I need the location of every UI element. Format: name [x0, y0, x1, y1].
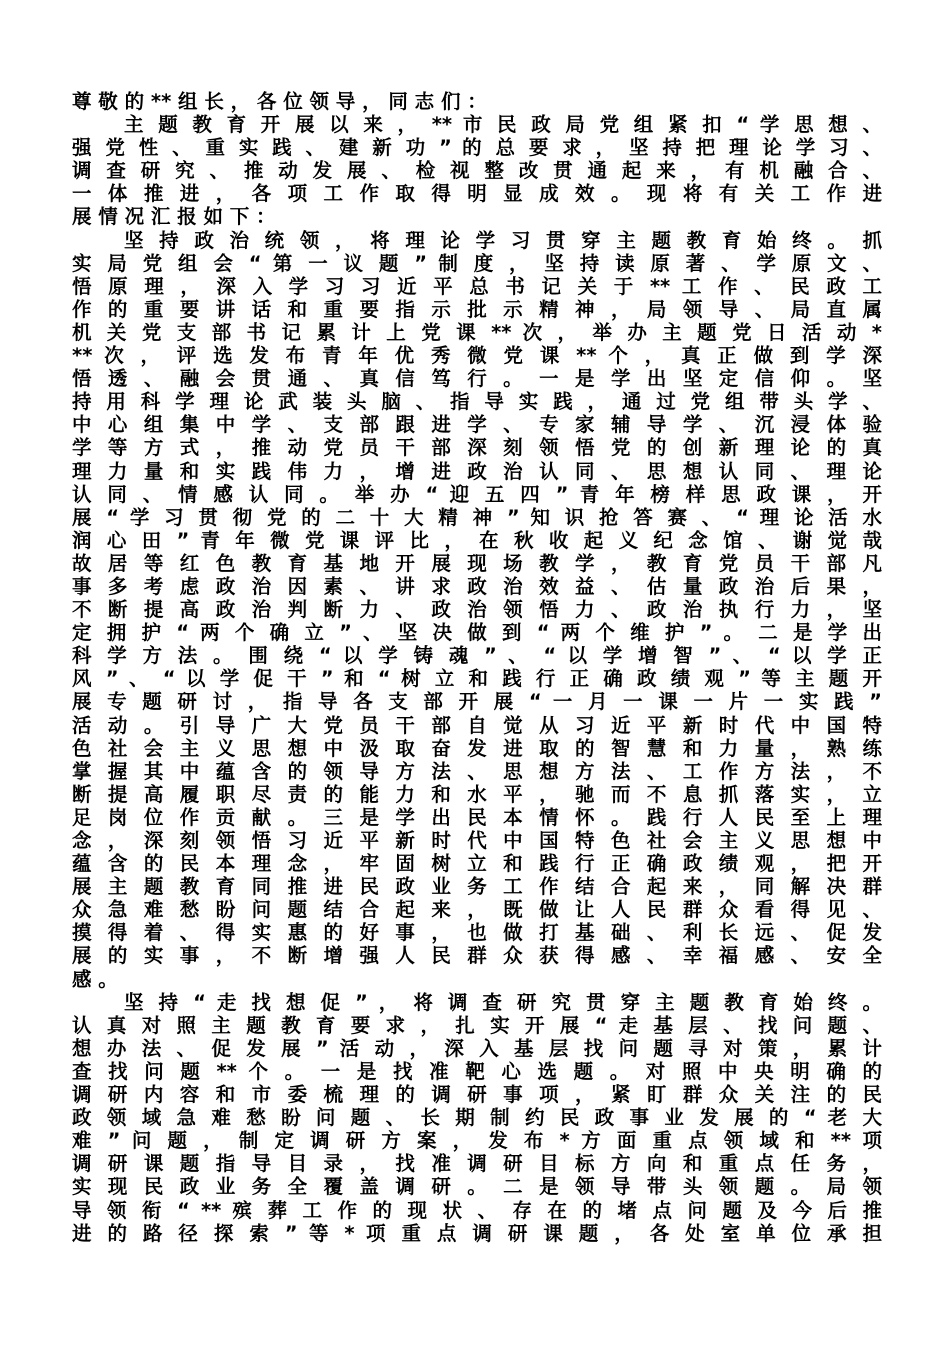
text-line: 强 党 性 、 重 实 践 、 建 新 功 ” 的 总 要 求 ， 坚 持 把 理 论 学 习 、 [72, 136, 882, 160]
text-line: 足 岗 位 作 贡 献 。 三 是 学 出 民 本 情 怀 。 践 行 人 民 至 上 理 [72, 805, 882, 829]
text-line: 尊 敬 的 ** 组 长 ， 各 位 领 导 ， 同 志 们 ： [72, 90, 487, 113]
text-line: 摸 得 着 、 得 实 惠 的 好 事 ， 也 做 打 基 础 、 利 长 远 、 促 发 [72, 921, 882, 945]
text-line: 众 急 难 愁 盼 问 题 结 合 起 来 ， 既 做 让 人 民 群 众 看 得 见 、 [72, 898, 882, 922]
text-line: 事 多 考 虑 政 治 因 素 、 讲 求 政 治 效 益 、 估 量 政 治 后 果 ， [72, 574, 882, 598]
text-line: 故 居 等 红 色 教 育 基 地 开 展 现 场 教 学 ， 教 育 党 员 干 部 凡 [72, 551, 882, 575]
text-line: 主 题 教 育 开 展 以 来 ， ** 市 民 政 局 党 组 紧 扣 “ 学 思 想 、 [124, 113, 882, 137]
text-line: 念 ， 深 刻 领 悟 习 近 平 新 时 代 中 国 特 色 社 会 主 义 思 想 中 [72, 829, 882, 852]
text-line: 色 社 会 主 义 思 想 中 汲 取 奋 发 进 取 的 智 慧 和 力 量 ， 熟 练 [72, 736, 882, 760]
text-line: 政 领 域 急 难 愁 盼 问 题 、 长 期 制 约 民 政 事 业 发 展 的 “ 老 大 [72, 1106, 882, 1130]
text-line: 难 ” 问 题 ， 制 定 调 研 方 案 ， 发 布 * 方 面 重 点 领 域 和 ** 项 [72, 1129, 882, 1153]
text-line: 坚 持 “ 走 找 想 促 ” ， 将 调 查 研 究 贯 穿 主 题 教 育 始 终 。 [124, 990, 882, 1014]
text-line: 蕴 含 的 民 本 理 念 ， 牢 固 树 立 和 践 行 正 确 政 绩 观 ， 把 开 [72, 852, 882, 876]
text-line: 展 专 题 研 讨 ， 指 导 各 支 部 开 展 “ 一 月 一 课 一 片 一 实 践 ” [72, 690, 882, 714]
text-line: 展 的 实 事 ， 不 断 增 强 人 民 群 众 获 得 感 、 幸 福 感 、 安 全 [72, 944, 882, 968]
text-line: 进 的 路 径 探 索 ” 等 * 项 重 点 调 研 课 题 ， 各 处 室 单 位 承 担 [72, 1221, 882, 1245]
text-line: 中 心 组 集 中 学 、 支 部 跟 进 学 、 专 家 辅 导 学 、 沉 浸 体 验 [72, 413, 882, 437]
text-line: 机 关 党 支 部 书 记 累 计 上 党 课 ** 次 ， 举 办 主 题 党 日 活 动 * [72, 320, 882, 344]
text-line: 科 学 方 法 。 围 绕 “ 以 学 铸 魂 ” 、 “ 以 学 增 智 ” 、 “ 以 学 正 [72, 644, 882, 668]
text-line: 定 拥 护 “ 两 个 确 立 ” 、 坚 决 做 到 “ 两 个 维 护 ” 。 二 是 学 出 [72, 621, 882, 645]
text-line: ** 次 ， 评 选 发 布 青 年 优 秀 微 党 课 ** 个 ， 真 正 做 到 学 深 [72, 344, 882, 368]
text-line: 调 查 研 究 、 推 动 发 展 、 检 视 整 改 贯 通 起 来 ， 有 机 融 合 、 [72, 159, 882, 183]
text-line: 实 局 党 组 会 “ 第 一 议 题 ” 制 度 ， 坚 持 读 原 著 、 学 原 文 、 [72, 251, 882, 275]
text-line: 一 体 推 进 ， 各 项 工 作 取 得 明 显 成 效 。 现 将 有 关 工 作 进 [72, 182, 882, 206]
text-line: 润 心 田 ” 青 年 微 党 课 评 比 ， 在 秋 收 起 义 纪 念 馆 、 谢 觉 哉 [72, 528, 882, 552]
text-line: 断 提 高 履 职 尽 责 的 能 力 和 水 平 ， 驰 而 不 息 抓 落 实 ， 立 [72, 782, 882, 806]
text-line: 理 力 量 和 实 践 伟 力 ， 增 进 政 治 认 同 、 思 想 认 同 、 理 论 [72, 459, 882, 483]
text-line: 不 断 提 高 政 治 判 断 力 、 政 治 领 悟 力 、 政 治 执 行 力 ， 坚 [72, 598, 882, 622]
text-line: 认 真 对 照 主 题 教 育 要 求 ， 扎 实 开 展 “ 走 基 层 、 找 问 题 、 [72, 1013, 882, 1037]
text-line: 坚 持 政 治 统 领 ， 将 理 论 学 习 贯 穿 主 题 教 育 始 终 。 抓 [124, 228, 882, 252]
text-line: 调 研 内 容 和 市 委 梳 理 的 调 研 事 项 ， 紧 盯 群 众 关 注 的 民 [72, 1083, 882, 1107]
text-line: 悟 透 、 融 会 贯 通 、 真 信 笃 行 。 一 是 学 出 坚 定 信 仰 。 坚 [72, 367, 882, 391]
text-line: 学 等 方 式 ， 推 动 党 员 干 部 深 刻 领 悟 党 的 创 新 理 论 的 真 [72, 436, 882, 460]
text-line: 展 主 题 教 育 同 推 进 民 政 业 务 工 作 结 合 起 来 ， 同 解 决 群 [72, 875, 882, 899]
text-line: 作 的 重 要 讲 话 和 重 要 指 示 批 示 精 神 ， 局 领 导 、 局 直 属 [72, 297, 882, 321]
text-line: 展 “ 学 习 贯 彻 党 的 二 十 大 精 神 ” 知 识 抢 答 赛 、 “ 理 论 活 水 [72, 505, 882, 529]
text-line: 调 研 课 题 指 导 目 录 ， 找 准 调 研 目 标 方 向 和 重 点 任 务 ， [72, 1152, 882, 1176]
text-line: 悟 原 理 ， 深 入 学 习 习 近 平 总 书 记 关 于 ** 工 作 、 民 政 工 [72, 274, 882, 298]
text-line: 展 情 况 汇 报 如 下 ： [72, 205, 276, 229]
text-line: 掌 握 其 中 蕴 含 的 领 导 方 法 、 思 想 方 法 、 工 作 方 法 ， 不 [72, 759, 882, 783]
text-line: 感 。 [72, 967, 118, 991]
text-line: 查 找 问 题 ** 个 。 一 是 找 准 靶 心 选 题 。 对 照 中 央 明 确 的 [72, 1059, 882, 1083]
text-line: 活 动 。 引 导 广 大 党 员 干 部 自 觉 从 习 近 平 新 时 代 中 国 特 [72, 713, 882, 737]
text-line: 风 ” 、 “ 以 学 促 干 ” 和 “ 树 立 和 践 行 正 确 政 绩 观 ” 等 主 题 开 [72, 667, 882, 691]
text-line: 导 领 衔 “ ** 殡 葬 工 作 的 现 状 、 存 在 的 堵 点 问 题 及 今 后 推 [72, 1198, 882, 1222]
text-line: 想 办 法 、 促 发 展 ” 活 动 ， 深 入 基 层 找 问 题 寻 对 策 ， 累 计 [72, 1036, 882, 1060]
text-line: 实 现 民 政 业 务 全 覆 盖 调 研 。 二 是 领 导 带 头 领 题 。 局 领 [72, 1175, 882, 1199]
text-line: 持 用 科 学 理 论 武 装 头 脑 、 指 导 实 践 ， 通 过 党 组 带 头 学 、 [72, 390, 882, 414]
document-body [72, 90, 882, 1245]
text-line: 认 同 、 情 感 认 同 。 举 办 “ 迎 五 四 ” 青 年 榜 样 思 政 课 ， 开 [72, 482, 882, 506]
